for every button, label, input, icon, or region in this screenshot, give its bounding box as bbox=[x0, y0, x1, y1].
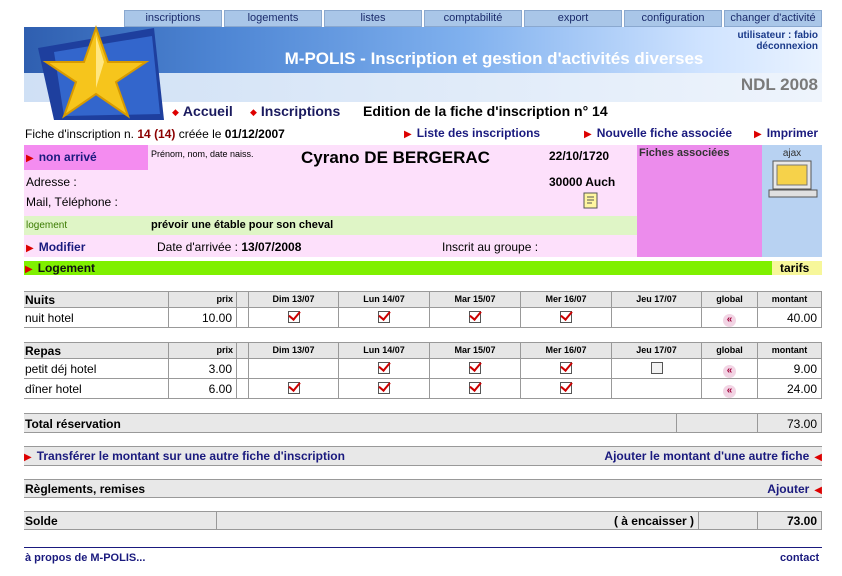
mpolis-logo-icon bbox=[24, 22, 174, 120]
user-label: utilisateur : fabio bbox=[737, 30, 818, 41]
row-prix: 6.00 bbox=[168, 379, 236, 398]
global-toggle-icon[interactable]: « bbox=[723, 365, 736, 378]
checkbox[interactable] bbox=[560, 362, 572, 374]
col-global: global bbox=[701, 343, 757, 358]
checkbox[interactable] bbox=[560, 382, 572, 394]
solde-label: Solde bbox=[25, 514, 58, 528]
col-mer: Mer 16/07 bbox=[520, 292, 611, 307]
row-prix: 10.00 bbox=[168, 308, 236, 327]
row-montant: 24.00 bbox=[757, 379, 822, 398]
transfer-row bbox=[24, 446, 822, 466]
print-link[interactable]: ▶ Imprimer bbox=[754, 126, 819, 140]
add-amount-link[interactable]: Ajouter le montant d'une autre fiche ◀ bbox=[604, 449, 822, 463]
checkbox[interactable] bbox=[378, 382, 390, 394]
computer-icon[interactable] bbox=[767, 160, 819, 200]
associated-panel bbox=[637, 145, 762, 257]
row-montant: 40.00 bbox=[757, 308, 822, 327]
event-name: NDL 2008 bbox=[740, 75, 818, 94]
checkbox[interactable] bbox=[378, 311, 390, 323]
birth-date: 22/10/1720 bbox=[549, 149, 610, 163]
table-row bbox=[24, 379, 822, 399]
table-row bbox=[24, 359, 822, 379]
col-dim: Dim 13/07 bbox=[248, 292, 338, 307]
arrival-info: Date d'arrivée : 13/07/2008 bbox=[157, 240, 302, 254]
footer-divider bbox=[24, 547, 822, 548]
checkbox[interactable] bbox=[288, 382, 300, 394]
breadcrumb-inscriptions[interactable]: ◆ Inscriptions bbox=[250, 103, 341, 119]
tab-changer-activite[interactable]: changer d'activité bbox=[724, 10, 822, 27]
table-row bbox=[24, 308, 822, 328]
about-link[interactable]: à propos de M-POLIS... bbox=[25, 552, 146, 564]
tab-export[interactable]: export bbox=[524, 10, 622, 27]
status-label: ▶ non arrivé bbox=[26, 150, 97, 164]
col-mer: Mer 16/07 bbox=[520, 343, 611, 358]
name-label: Prénom, nom, date naiss. bbox=[151, 149, 254, 159]
person-name: Cyrano DE BERGERAC bbox=[301, 148, 490, 167]
repas-header bbox=[24, 342, 822, 359]
col-montant: montant bbox=[757, 292, 822, 307]
row-label: nuit hotel bbox=[25, 311, 74, 325]
checkbox[interactable] bbox=[469, 382, 481, 394]
global-toggle-icon[interactable]: « bbox=[723, 385, 736, 398]
col-mar: Mar 15/07 bbox=[429, 343, 520, 358]
page-title: Edition de la fiche d'inscription n° 14 bbox=[363, 103, 608, 119]
row-prix: 3.00 bbox=[168, 359, 236, 378]
solde-row bbox=[24, 511, 822, 530]
logement-label: ▶ Logement bbox=[25, 261, 96, 275]
global-toggle-icon[interactable]: « bbox=[723, 314, 736, 327]
reglements-row bbox=[24, 479, 822, 498]
ajax-label: ajax bbox=[782, 148, 802, 159]
col-global: global bbox=[701, 292, 757, 307]
tab-configuration[interactable]: configuration bbox=[624, 10, 722, 27]
col-lun: Lun 14/07 bbox=[338, 292, 429, 307]
col-prix: prix bbox=[168, 343, 236, 358]
checkbox[interactable] bbox=[651, 362, 663, 374]
repas-title: Repas bbox=[25, 344, 62, 358]
app-title: M-POLIS - Inscription et gestion d'activités diverses bbox=[284, 49, 704, 68]
lodging-note: prévoir une étable pour son cheval bbox=[151, 219, 334, 231]
row-montant: 9.00 bbox=[757, 359, 822, 378]
logout-link[interactable]: déconnexion bbox=[756, 41, 818, 52]
fiche-info: Fiche d'inscription n. 14 (14) créée le 01/12/2007 bbox=[25, 127, 285, 141]
new-associated-link[interactable]: ▶ Nouvelle fiche associée bbox=[584, 126, 733, 140]
total-label: Total réservation bbox=[25, 417, 121, 431]
transfer-link[interactable]: ▶ Transférer le montant sur une autre fiche d'inscription bbox=[24, 449, 345, 463]
list-inscriptions-link[interactable]: ▶ Liste des inscriptions bbox=[404, 126, 541, 140]
col-jeu: Jeu 17/07 bbox=[611, 292, 701, 307]
nuits-header bbox=[24, 291, 822, 308]
nuits-title: Nuits bbox=[25, 293, 55, 307]
logement-bar bbox=[24, 261, 772, 275]
col-dim: Dim 13/07 bbox=[248, 343, 338, 358]
tab-listes[interactable]: listes bbox=[324, 10, 422, 27]
col-jeu: Jeu 17/07 bbox=[611, 343, 701, 358]
checkbox[interactable] bbox=[378, 362, 390, 374]
address-label: Adresse : bbox=[26, 175, 77, 189]
note-icon[interactable] bbox=[583, 192, 599, 210]
col-montant: montant bbox=[757, 343, 822, 358]
solde-value: 73.00 bbox=[757, 512, 822, 529]
checkbox[interactable] bbox=[560, 311, 572, 323]
breadcrumb-accueil[interactable]: ◆ Accueil bbox=[172, 103, 233, 119]
col-mar: Mar 15/07 bbox=[429, 292, 520, 307]
tab-comptabilite[interactable]: comptabilité bbox=[424, 10, 522, 27]
associated-label: Fiches associées bbox=[639, 147, 730, 159]
total-row bbox=[24, 413, 822, 433]
lodging-label: logement bbox=[26, 220, 68, 231]
tarifs-button[interactable]: tarifs bbox=[772, 261, 822, 275]
checkbox[interactable] bbox=[469, 311, 481, 323]
mail-label: Mail, Téléphone : bbox=[26, 195, 118, 209]
row-label: dîner hotel bbox=[25, 382, 82, 396]
modify-link[interactable]: ▶ Modifier bbox=[26, 240, 86, 254]
checkbox[interactable] bbox=[469, 362, 481, 374]
col-prix: prix bbox=[168, 292, 236, 307]
total-value: 73.00 bbox=[757, 414, 822, 432]
reglements-label: Règlements, remises bbox=[25, 482, 146, 496]
group-label: Inscrit au groupe : bbox=[442, 240, 539, 254]
solde-note: ( à encaisser ) bbox=[216, 512, 698, 529]
tab-inscriptions[interactable]: inscriptions bbox=[124, 10, 222, 27]
tab-logements[interactable]: logements bbox=[224, 10, 322, 27]
contact-link[interactable]: contact bbox=[780, 552, 820, 564]
checkbox[interactable] bbox=[288, 311, 300, 323]
city: 30000 Auch bbox=[549, 175, 616, 189]
add-reglement-link[interactable]: Ajouter ◀ bbox=[767, 482, 822, 496]
row-label: petit déj hotel bbox=[25, 362, 97, 376]
col-lun: Lun 14/07 bbox=[338, 343, 429, 358]
